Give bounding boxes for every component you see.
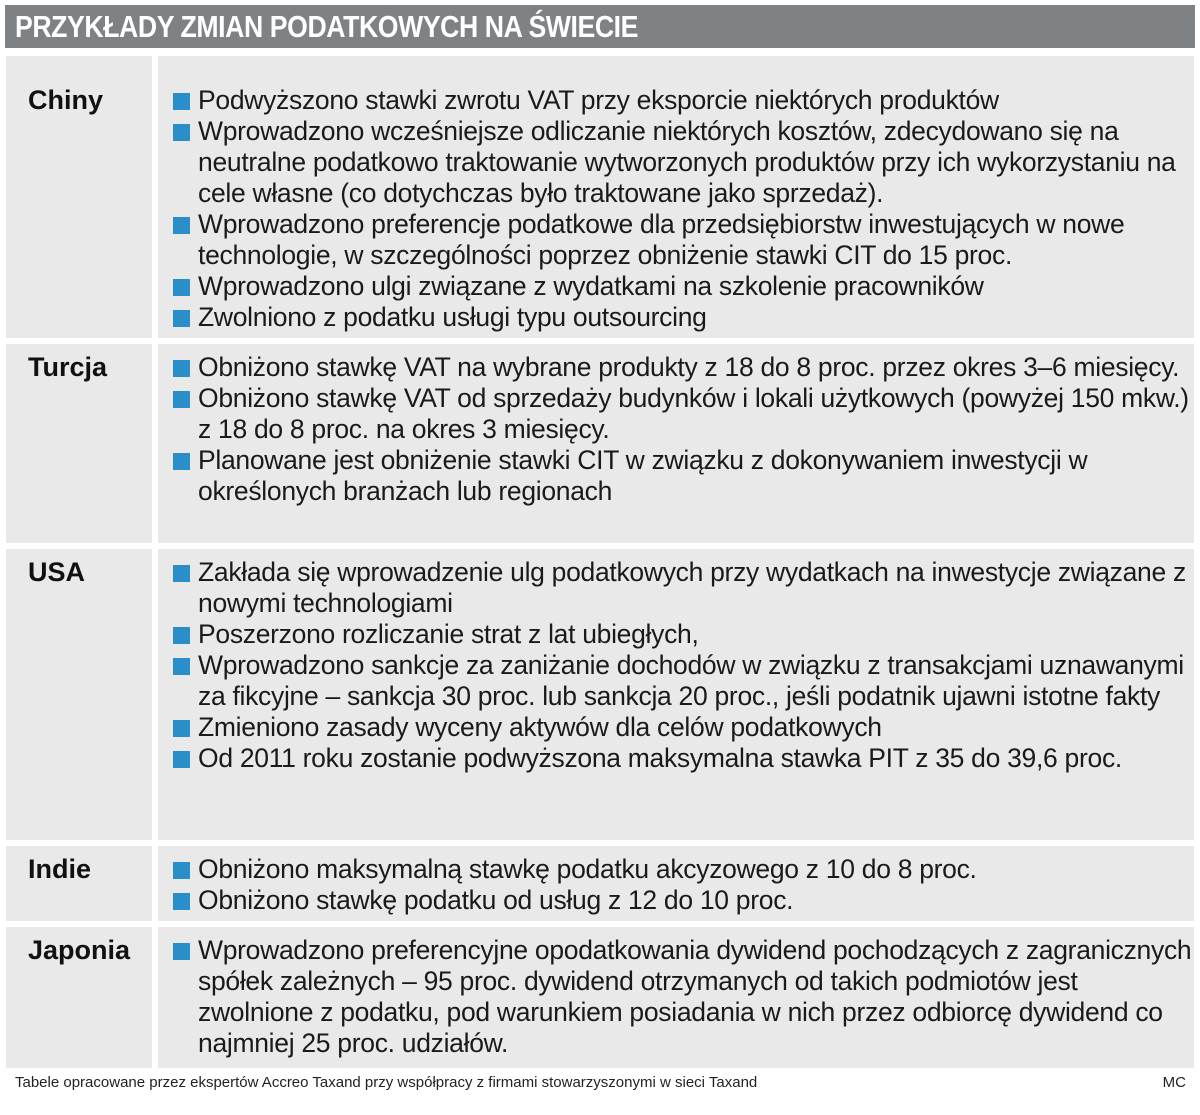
country-cell <box>6 927 152 1068</box>
bullet-square-icon <box>173 658 190 675</box>
bullet-square-icon <box>173 391 190 408</box>
country-name: USA <box>28 557 86 587</box>
list-item <box>158 854 1194 885</box>
table-row <box>6 56 1194 338</box>
tax-changes-table <box>6 56 1194 1068</box>
bullet-square-icon <box>173 360 190 377</box>
item-text: Wprowadzono ulgi związane z wydatkami na szkolenie pracowników <box>198 271 984 301</box>
bullet-square-icon <box>173 124 190 141</box>
country-name: Japonia <box>28 935 131 965</box>
list-item <box>158 743 1194 774</box>
item-text: Wprowadzono wcześniejsze odliczanie niektórych kosztów, zdecydowano się na neutralne podatkowo traktowanie wytworzonych produktów przy ich wykorzystaniu na cele własne (co dotychczas było traktowane jako sprzedaż). <box>198 116 1176 208</box>
table-row <box>6 846 1194 921</box>
item-text: Zakłada się wprowadzenie ulg podatkowych przy wydatkach na inwestycje związane z nowymi technologiami <box>198 557 1186 618</box>
item-text: Wprowadzono preferencyjne opodatkowania dywidend pochodzących z zagranicznych spółek zależnych – 95 proc. dywidend otrzymanych od takich podmiotów jest zwolnione z podatku, pod warunkiem posiadania w nich przez odbiorcę dywidend co najmniej 25 proc. udziałów. <box>198 935 1192 1058</box>
item-text: Obniżono stawkę VAT na wybrane produkty z 18 do 8 proc. przez okres 3–6 miesięcy. <box>198 352 1180 382</box>
item-text: Zwolniono z podatku usługi typu outsourcing <box>198 302 707 332</box>
item-text: Podwyższono stawki zwrotu VAT przy eksporcie niektórych produktów <box>198 85 999 115</box>
item-text: Obniżono stawkę podatku od usług z 12 do 10 proc. <box>198 885 794 915</box>
item-text: Wprowadzono preferencje podatkowe dla przedsiębiorstw inwestujących w nowe technologie, w szczególności poprzez obniżenie stawki CIT do 15 proc. <box>198 209 1125 270</box>
country-name: Chiny <box>28 85 104 115</box>
list-item <box>158 209 1194 271</box>
header-bar <box>5 5 1195 48</box>
item-text: Wprowadzono sankcje za zaniżanie dochodów w związku z transakcjami uznawanymi za fikcyjne – sankcja 30 proc. lub sankcja 20 proc., jeśli podatnik ujawni istotne fakty <box>198 650 1184 711</box>
country-cell <box>6 549 152 840</box>
items-cell <box>158 927 1194 1068</box>
table-row <box>6 549 1194 840</box>
items-cell <box>158 846 1194 921</box>
bullet-square-icon <box>173 310 190 327</box>
page-title: PRZYKŁADY ZMIAN PODATKOWYCH NA ŚWIECIE <box>15 9 639 44</box>
item-text: Zmieniono zasady wyceny aktywów dla celów podatkowych <box>198 712 882 742</box>
list-item <box>158 650 1194 712</box>
bullet-square-icon <box>173 565 190 582</box>
bullet-square-icon <box>173 720 190 737</box>
source-note: Tabele opracowane przez ekspertów Accreo Taxand przy współpracy z firmami stowarzyszonymi w sieci Taxand <box>15 1074 758 1091</box>
list-item <box>158 935 1194 1059</box>
bullet-square-icon <box>173 943 190 960</box>
list-item <box>158 352 1194 383</box>
item-text: Planowane jest obniżenie stawki CIT w związku z dokonywaniem inwestycji w określonych branżach lub regionach <box>198 445 1088 506</box>
bullet-square-icon <box>173 751 190 768</box>
items-cell <box>158 549 1194 840</box>
country-cell <box>6 846 152 921</box>
list-item <box>158 85 1194 116</box>
items-cell <box>158 344 1194 543</box>
bullet-square-icon <box>173 627 190 644</box>
table-row <box>6 344 1194 543</box>
bullet-square-icon <box>173 862 190 879</box>
list-item <box>158 445 1194 507</box>
items-cell <box>158 56 1194 338</box>
item-text: Poszerzono rozliczanie strat z lat ubiegłych, <box>198 619 699 649</box>
list-item <box>158 383 1194 445</box>
item-text: Obniżono stawkę VAT od sprzedaży budynków i lokali użytkowych (powyżej 150 mkw.) z 18 do 8 proc. na okres 3 miesięcy. <box>198 383 1189 444</box>
bullet-square-icon <box>173 217 190 234</box>
table-row <box>6 927 1194 1068</box>
list-item <box>158 557 1194 619</box>
list-item <box>158 712 1194 743</box>
item-text: Od 2011 roku zostanie podwyższona maksymalna stawka PIT z 35 do 39,6 proc. <box>198 743 1122 773</box>
country-cell <box>6 344 152 543</box>
bullet-square-icon <box>173 93 190 110</box>
bullet-square-icon <box>173 893 190 910</box>
bullet-square-icon <box>173 279 190 296</box>
country-name: Indie <box>28 854 92 884</box>
list-item <box>158 619 1194 650</box>
country-cell <box>6 56 152 338</box>
item-text: Obniżono maksymalną stawkę podatku akcyzowego z 10 do 8 proc. <box>198 854 977 884</box>
list-item <box>158 885 1194 916</box>
bullet-square-icon <box>173 453 190 470</box>
author-credit: MC <box>1162 1074 1186 1091</box>
list-item <box>158 271 1194 302</box>
list-item <box>158 302 1194 333</box>
country-name: Turcja <box>28 352 108 382</box>
list-item <box>158 116 1194 209</box>
